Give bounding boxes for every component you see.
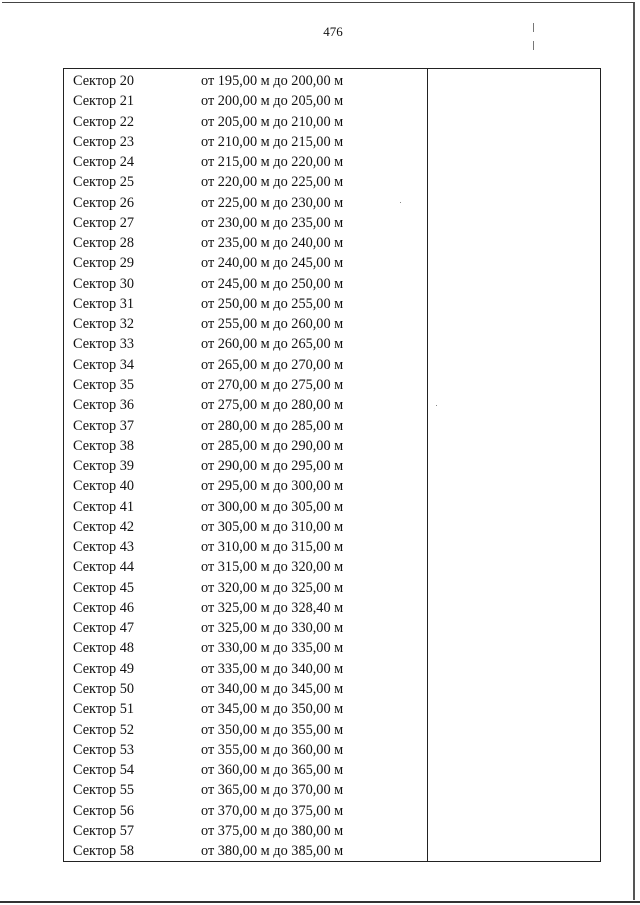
table-row	[64, 618, 600, 638]
distance-range-cell: от 320,00 м до 325,00 м	[201, 579, 344, 596]
table-row	[64, 456, 600, 476]
table-row	[64, 193, 600, 213]
distance-range-cell: от 335,00 м до 340,00 м	[201, 660, 344, 677]
distance-range-cell: от 295,00 м до 300,00 м	[201, 478, 344, 495]
distance-range-cell: от 210,00 м до 215,00 м	[201, 133, 344, 150]
distance-range-cell: от 345,00 м до 350,00 м	[201, 701, 344, 718]
distance-range-cell: от 200,00 м до 205,00 м	[201, 93, 344, 110]
scan-mark-bottom	[533, 41, 534, 50]
table-row	[64, 274, 600, 294]
sector-name-cell: Сектор 57	[73, 822, 135, 839]
table-row	[64, 375, 600, 395]
distance-range-cell: от 375,00 м до 380,00 м	[201, 822, 344, 839]
distance-range-cell: от 250,00 м до 255,00 м	[201, 295, 344, 312]
distance-range-cell: от 225,00 м до 230,00 м	[201, 194, 344, 211]
distance-range-cell: от 325,00 м до 330,00 м	[201, 620, 344, 637]
sector-name-cell: Сектор 56	[73, 802, 135, 819]
distance-range-cell: от 245,00 м до 250,00 м	[201, 275, 344, 292]
distance-range-cell: от 365,00 м до 370,00 м	[201, 782, 344, 799]
table-row	[64, 780, 600, 800]
table-body	[64, 71, 600, 861]
distance-range-cell: от 360,00 м до 365,00 м	[201, 762, 344, 779]
distance-range-cell: от 280,00 м до 285,00 м	[201, 417, 344, 434]
table-row	[64, 679, 600, 699]
sector-name-cell: Сектор 49	[73, 660, 135, 677]
distance-range-cell: от 340,00 м до 345,00 м	[201, 680, 344, 697]
sector-name-cell: Сектор 48	[73, 640, 135, 657]
sector-name-cell: Сектор 27	[73, 214, 135, 231]
table-row	[64, 578, 600, 598]
sector-name-cell: Сектор 54	[73, 762, 135, 779]
sector-name-cell: Сектор 40	[73, 478, 135, 495]
sector-name-cell: Сектор 37	[73, 417, 135, 434]
sector-name-cell: Сектор 33	[73, 336, 135, 353]
table-row	[64, 699, 600, 719]
sector-name-cell: Сектор 31	[73, 295, 135, 312]
table-row	[64, 395, 600, 415]
scan-speck	[400, 202, 401, 203]
distance-range-cell: от 290,00 м до 295,00 м	[201, 458, 344, 475]
distance-range-cell: от 275,00 м до 280,00 м	[201, 397, 344, 414]
table-row	[64, 213, 600, 233]
distance-range-cell: от 355,00 м до 360,00 м	[201, 741, 344, 758]
sector-name-cell: Сектор 53	[73, 741, 135, 758]
sector-name-cell: Сектор 30	[73, 275, 135, 292]
table-row	[64, 720, 600, 740]
table-row	[64, 476, 600, 496]
distance-range-cell: от 350,00 м до 355,00 м	[201, 721, 344, 738]
table-row	[64, 638, 600, 658]
sector-name-cell: Сектор 22	[73, 113, 135, 130]
distance-range-cell: от 230,00 м до 235,00 м	[201, 214, 344, 231]
table-row	[64, 152, 600, 172]
distance-range-cell: от 330,00 м до 335,00 м	[201, 640, 344, 657]
distance-range-cell: от 380,00 м до 385,00 м	[201, 843, 344, 860]
distance-range-cell: от 205,00 м до 210,00 м	[201, 113, 344, 130]
table-row	[64, 821, 600, 841]
table-row	[64, 355, 600, 375]
table-row	[64, 801, 600, 821]
distance-range-cell: от 370,00 м до 375,00 м	[201, 802, 344, 819]
sector-name-cell: Сектор 25	[73, 174, 135, 191]
distance-range-cell: от 265,00 м до 270,00 м	[201, 356, 344, 373]
sector-name-cell: Сектор 39	[73, 458, 135, 475]
table-row	[64, 841, 600, 861]
table-row	[64, 416, 600, 436]
distance-range-cell: от 270,00 м до 275,00 м	[201, 376, 344, 393]
sector-table	[63, 68, 601, 862]
sector-name-cell: Сектор 46	[73, 599, 135, 616]
distance-range-cell: от 255,00 м до 260,00 м	[201, 316, 344, 333]
sector-name-cell: Сектор 29	[73, 255, 135, 272]
sector-name-cell: Сектор 50	[73, 680, 135, 697]
scan-mark-top	[533, 23, 534, 32]
table-row	[64, 598, 600, 618]
sector-name-cell: Сектор 52	[73, 721, 135, 738]
table-row	[64, 172, 600, 192]
sector-name-cell: Сектор 32	[73, 316, 135, 333]
sector-name-cell: Сектор 20	[73, 73, 135, 89]
table-row	[64, 517, 600, 537]
distance-range-cell: от 315,00 м до 320,00 м	[201, 559, 344, 576]
table-row	[64, 497, 600, 517]
sector-name-cell: Сектор 45	[73, 579, 135, 596]
sector-name-cell: Сектор 28	[73, 235, 135, 252]
sector-name-cell: Сектор 51	[73, 701, 135, 718]
distance-range-cell: от 305,00 м до 310,00 м	[201, 518, 344, 535]
sector-name-cell: Сектор 24	[73, 154, 135, 171]
table-row	[64, 436, 600, 456]
sector-name-cell: Сектор 58	[73, 843, 135, 860]
sector-name-cell: Сектор 44	[73, 559, 135, 576]
table-row	[64, 294, 600, 314]
sector-name-cell: Сектор 35	[73, 376, 135, 393]
table-row	[64, 314, 600, 334]
scan-speck	[436, 405, 437, 406]
sector-name-cell: Сектор 41	[73, 498, 135, 515]
table-row	[64, 740, 600, 760]
table-row	[64, 537, 600, 557]
sector-name-cell: Сектор 55	[73, 782, 135, 799]
sector-name-cell: Сектор 23	[73, 133, 135, 150]
table-row	[64, 233, 600, 253]
sector-name-cell: Сектор 47	[73, 620, 135, 637]
sector-name-cell: Сектор 36	[73, 397, 135, 414]
sector-name-cell: Сектор 26	[73, 194, 135, 211]
table-row	[64, 659, 600, 679]
table-row	[64, 760, 600, 780]
table-row	[64, 91, 600, 111]
sector-name-cell: Сектор 43	[73, 539, 135, 556]
page-number: 476	[323, 24, 343, 39]
table-row	[64, 112, 600, 132]
table-row	[64, 253, 600, 273]
distance-range-cell: от 300,00 м до 305,00 м	[201, 498, 344, 515]
distance-range-cell: от 195,00 м до 200,00 м	[201, 73, 344, 89]
distance-range-cell: от 260,00 м до 265,00 м	[201, 336, 344, 353]
distance-range-cell: от 285,00 м до 290,00 м	[201, 437, 344, 454]
table-row	[64, 132, 600, 152]
distance-range-cell: от 310,00 м до 315,00 м	[201, 539, 344, 556]
sector-name-cell: Сектор 21	[73, 93, 135, 110]
distance-range-cell: от 235,00 м до 240,00 м	[201, 235, 344, 252]
distance-range-cell: от 220,00 м до 225,00 м	[201, 174, 344, 191]
bottom-scan-edge	[0, 901, 640, 903]
table-row	[64, 334, 600, 354]
distance-range-cell: от 240,00 м до 245,00 м	[201, 255, 344, 272]
sector-name-cell: Сектор 38	[73, 437, 135, 454]
table-row	[64, 71, 600, 91]
distance-range-cell: от 215,00 м до 220,00 м	[201, 154, 344, 171]
sector-name-cell: Сектор 34	[73, 356, 135, 373]
table-row	[64, 557, 600, 577]
distance-range-cell: от 325,00 м до 328,40 м	[201, 599, 344, 616]
sector-name-cell: Сектор 42	[73, 518, 135, 535]
